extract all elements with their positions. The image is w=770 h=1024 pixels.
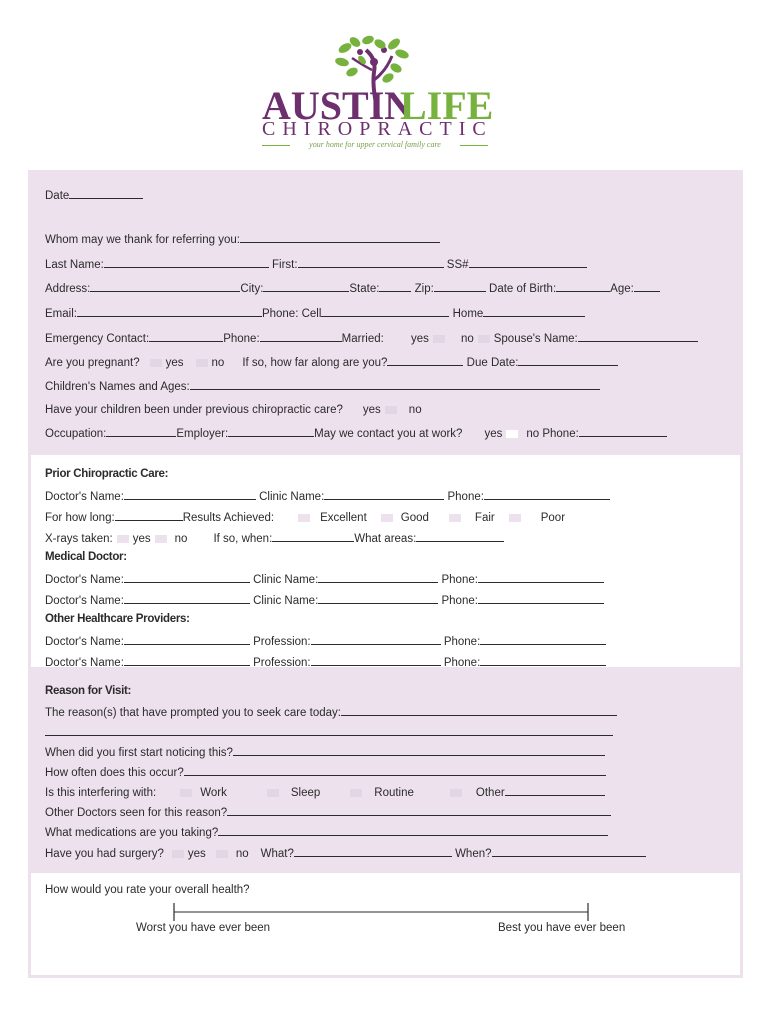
- fair-label: Fair: [474, 512, 495, 524]
- md2-clinic-label: Clinic Name:: [253, 595, 319, 607]
- md1-clinic-label: Clinic Name:: [253, 574, 319, 586]
- surgery-when-field[interactable]: [492, 845, 646, 857]
- pregnant-yes-label: yes: [165, 357, 184, 369]
- prior-care-section: [28, 452, 743, 670]
- state-field[interactable]: [379, 280, 411, 292]
- routine-checkbox[interactable]: [350, 789, 362, 797]
- results-label: Results Achieved:: [182, 512, 275, 524]
- p1-profession-label: Profession:: [253, 636, 311, 648]
- work-checkbox[interactable]: [180, 789, 192, 797]
- what-areas-field[interactable]: [416, 530, 504, 542]
- employer-field[interactable]: [228, 425, 314, 437]
- md1-phone-label: Phone:: [441, 574, 478, 586]
- prior-doctor-label: Doctor's Name:: [45, 491, 124, 503]
- p2-profession-label: Profession:: [253, 657, 311, 669]
- work-phone-field[interactable]: [579, 425, 667, 437]
- emergency-phone-field[interactable]: [260, 330, 342, 342]
- state-label: State:: [349, 283, 380, 295]
- md1-name-field[interactable]: [124, 571, 250, 583]
- p1-name-field[interactable]: [124, 633, 250, 645]
- spouse-label: Spouse's Name:: [493, 333, 578, 345]
- prior-clinic-field[interactable]: [324, 488, 444, 500]
- logo-subtitle: CHIROPRACTIC: [262, 118, 493, 140]
- married-label: Married:: [341, 333, 384, 345]
- sleep-checkbox[interactable]: [267, 789, 279, 797]
- date-label: Date: [45, 190, 70, 202]
- medications-field[interactable]: [218, 824, 608, 836]
- zip-field[interactable]: [434, 280, 486, 292]
- children-care-row: [45, 403, 422, 417]
- medical-doctor-row-1: [45, 571, 604, 587]
- md1-phone-field[interactable]: [478, 571, 604, 583]
- reasons-row: [45, 704, 617, 720]
- good-checkbox[interactable]: [381, 514, 393, 522]
- date-row: [45, 187, 143, 203]
- provider-row-1: [45, 633, 606, 649]
- health-rating-section: [28, 870, 743, 978]
- clinic-logo: [0, 0, 770, 170]
- emergency-label: Emergency Contact:: [45, 333, 150, 345]
- address-label: Address:: [45, 283, 91, 295]
- address-field[interactable]: [90, 280, 240, 292]
- due-date-label: Due Date:: [466, 357, 519, 369]
- p1-name-label: Doctor's Name:: [45, 636, 124, 648]
- what-areas-label: What areas:: [354, 533, 417, 545]
- md2-phone-field[interactable]: [478, 592, 604, 604]
- work-label: Work: [200, 787, 227, 799]
- due-date-field[interactable]: [518, 354, 618, 366]
- pregnant-no-label: no: [211, 357, 225, 369]
- xrays-label: X-rays taken:: [45, 533, 113, 545]
- age-field[interactable]: [634, 280, 660, 292]
- other-providers-header: Other Healthcare Providers:: [45, 613, 190, 625]
- md1-name-label: Doctor's Name:: [45, 574, 124, 586]
- logo-word-austin: AUSTIN: [262, 83, 414, 128]
- email-label: Email:: [45, 308, 77, 320]
- reason-section: [28, 670, 743, 870]
- xrays-when-label: If so, when:: [213, 533, 273, 545]
- how-far-label: If so, how far along are you?: [242, 357, 388, 369]
- employer-label: Employer:: [176, 428, 229, 440]
- prior-doctor-field[interactable]: [124, 488, 256, 500]
- contact-work-yes-label: yes: [484, 428, 503, 440]
- contact-work-label: May we contact you at work?: [314, 428, 463, 440]
- email-field[interactable]: [77, 305, 262, 317]
- xrays-when-field[interactable]: [272, 530, 354, 542]
- ss-label: SS#: [446, 259, 469, 271]
- good-label: Good: [400, 512, 429, 524]
- zip-label: Zip:: [414, 283, 434, 295]
- emergency-row: [45, 330, 698, 346]
- first-notice-field[interactable]: [233, 744, 605, 756]
- p1-profession-field[interactable]: [311, 633, 441, 645]
- emergency-phone-label: Phone:: [223, 333, 260, 345]
- patient-info-section: [28, 170, 743, 452]
- health-question: How would you rate your overall health?: [45, 884, 250, 896]
- referral-row: [45, 231, 440, 247]
- contact-work-yes-checkbox[interactable]: [506, 430, 518, 438]
- dob-field[interactable]: [556, 280, 610, 292]
- how-far-field[interactable]: [387, 354, 463, 366]
- xrays-no-checkbox[interactable]: [155, 535, 167, 543]
- pregnant-label: Are you pregnant?: [45, 357, 140, 369]
- surgery-yes-label: yes: [187, 848, 206, 860]
- email-row: [45, 305, 585, 321]
- last-name-field[interactable]: [104, 256, 269, 268]
- p1-phone-field[interactable]: [480, 633, 606, 645]
- md2-clinic-field[interactable]: [318, 592, 438, 604]
- address-row: [45, 280, 660, 296]
- prior-clinic-label: Clinic Name:: [259, 491, 325, 503]
- city-label: City:: [240, 283, 264, 295]
- other-doctors-row: [45, 804, 611, 820]
- reasons-label: The reason(s) that have prompted you to seek care today:: [45, 707, 341, 719]
- p2-name-label: Doctor's Name:: [45, 657, 124, 669]
- married-yes-label: yes: [411, 333, 429, 345]
- surgery-row: [45, 845, 646, 861]
- name-row: [45, 256, 587, 272]
- md1-clinic-field[interactable]: [318, 571, 438, 583]
- xrays-yes-checkbox[interactable]: [117, 535, 129, 543]
- children-field[interactable]: [190, 378, 600, 390]
- ss-field[interactable]: [469, 256, 587, 268]
- how-often-field[interactable]: [184, 764, 606, 776]
- p1-phone-label: Phone:: [443, 636, 481, 648]
- md2-name-label: Doctor's Name:: [45, 595, 124, 607]
- reasons-field[interactable]: [341, 704, 617, 716]
- married-no-label: no: [460, 333, 474, 345]
- children-label: Children's Names and Ages:: [45, 381, 190, 393]
- date-field[interactable]: [69, 187, 143, 199]
- city-field[interactable]: [263, 280, 349, 292]
- how-often-row: [45, 764, 606, 780]
- fair-checkbox[interactable]: [449, 514, 461, 522]
- cell-phone-label: Phone: Cell: [261, 308, 322, 320]
- pregnant-no-checkbox[interactable]: [196, 359, 208, 367]
- p2-phone-field[interactable]: [480, 654, 606, 666]
- occupation-label: Occupation:: [45, 428, 107, 440]
- medical-doctor-row-2: [45, 592, 604, 608]
- married-yes-checkbox[interactable]: [433, 335, 445, 343]
- surgery-no-checkbox[interactable]: [216, 850, 228, 858]
- how-long-field[interactable]: [115, 509, 183, 521]
- medications-row: [45, 824, 608, 840]
- p2-name-field[interactable]: [124, 654, 250, 666]
- pregnant-yes-checkbox[interactable]: [150, 359, 162, 367]
- medications-label: What medications are you taking?: [45, 827, 219, 839]
- logo-word-life: LIFE: [400, 83, 494, 128]
- home-phone-label: Home: [452, 308, 484, 320]
- home-phone-field[interactable]: [483, 305, 585, 317]
- first-notice-label: When did you first start noticing this?: [45, 747, 233, 759]
- how-long-row: [45, 509, 565, 525]
- surgery-when-label: When?: [455, 848, 492, 860]
- other-label: Other: [475, 787, 505, 799]
- excellent-checkbox[interactable]: [298, 514, 310, 522]
- prior-phone-label: Phone:: [447, 491, 484, 503]
- surgery-yes-checkbox[interactable]: [172, 850, 184, 858]
- children-care-yes-checkbox[interactable]: [385, 406, 397, 414]
- children-care-no-label: no: [408, 404, 422, 416]
- referral-label: Whom may we thank for referring you:: [45, 234, 240, 246]
- surgery-label: Have you had surgery?: [45, 848, 164, 860]
- reasons-field-2[interactable]: [45, 724, 613, 736]
- children-care-label: Have your children been under previous chiropractic care?: [45, 404, 343, 416]
- prior-doctor-row: [45, 488, 610, 504]
- age-label: Age:: [610, 283, 634, 295]
- first-name-label: First:: [272, 259, 298, 271]
- provider-row-2: [45, 654, 606, 670]
- emergency-field[interactable]: [149, 330, 223, 342]
- poor-checkbox[interactable]: [509, 514, 521, 522]
- best-label: Best you have ever been: [498, 922, 626, 934]
- xrays-row: [45, 530, 504, 546]
- medical-doctor-header: Medical Doctor:: [45, 551, 127, 563]
- pregnant-row: [45, 354, 618, 370]
- reason-header: Reason for Visit:: [45, 685, 132, 697]
- first-name-field[interactable]: [298, 256, 444, 268]
- how-often-label: How often does this occur?: [45, 767, 184, 779]
- routine-label: Routine: [374, 787, 414, 799]
- interfering-label: Is this interfering with:: [45, 787, 157, 799]
- surgery-what-field[interactable]: [294, 845, 452, 857]
- surgery-no-label: no: [235, 848, 249, 860]
- other-field[interactable]: [505, 784, 605, 796]
- cell-phone-field[interactable]: [321, 305, 449, 317]
- sleep-label: Sleep: [290, 787, 321, 799]
- p2-phone-label: Phone:: [443, 657, 481, 669]
- md2-phone-label: Phone:: [441, 595, 478, 607]
- children-row: [45, 378, 600, 394]
- prior-care-header: Prior Chiropractic Care:: [45, 468, 169, 480]
- surgery-what-label: What?: [260, 848, 294, 860]
- poor-label: Poor: [540, 512, 566, 524]
- prior-phone-field[interactable]: [484, 488, 610, 500]
- reasons-row-2: [45, 724, 613, 740]
- contact-work-no-phone-label: no Phone:: [526, 428, 579, 440]
- other-doctors-field[interactable]: [227, 804, 611, 816]
- first-notice-row: [45, 744, 605, 760]
- how-long-label: For how long:: [45, 512, 115, 524]
- last-name-label: Last Name:: [45, 259, 104, 271]
- other-doctors-label: Other Doctors seen for this reason?: [45, 807, 228, 819]
- occupation-field[interactable]: [106, 425, 176, 437]
- logo-tagline: your home for upper cervical family care: [309, 140, 441, 149]
- children-care-yes-label: yes: [362, 404, 381, 416]
- xrays-no-label: no: [174, 533, 188, 545]
- md2-name-field[interactable]: [124, 592, 250, 604]
- excellent-label: Excellent: [320, 512, 367, 524]
- other-checkbox[interactable]: [450, 789, 462, 797]
- worst-label: Worst you have ever been: [136, 922, 271, 934]
- p2-profession-field[interactable]: [311, 654, 441, 666]
- referral-field[interactable]: [240, 231, 440, 243]
- xrays-yes-label: yes: [132, 533, 151, 545]
- spouse-field[interactable]: [578, 330, 698, 342]
- occupation-row: [45, 425, 667, 441]
- dob-label: Date of Birth:: [489, 283, 557, 295]
- married-no-checkbox[interactable]: [478, 335, 490, 343]
- interfering-row: [45, 784, 605, 800]
